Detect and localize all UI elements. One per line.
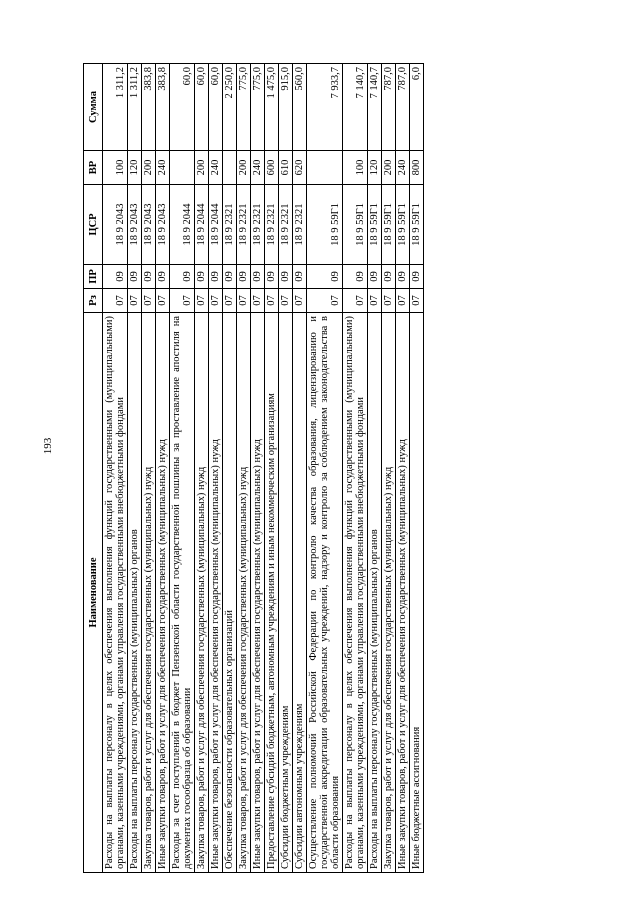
cell-vr: 620 — [293, 151, 307, 185]
cell-sum: 775,0 — [237, 64, 251, 151]
cell-sum: 383,8 — [156, 64, 170, 151]
table-header-row — [84, 64, 103, 873]
cell-rz: 07 — [195, 289, 209, 313]
cell-pr: 09 — [128, 265, 142, 289]
cell-rz: 07 — [293, 289, 307, 313]
cell-name: Осуществление полномочий Российской Федерации по контролю качества образования, лицензированию и государственной аккредитации образовательных учреждений, надзору и контролю за соблюдением законодательства в области образования — [307, 313, 343, 873]
cell-pr: 09 — [410, 265, 424, 289]
cell-name: Расходы на выплаты персоналу в целях обеспечения выполнения функций государственными (муниципальными) органами, казенными учреждениями, органами управления государственными внебюджетными фондами — [103, 313, 128, 873]
cell-csr: 18 9 2321 — [265, 185, 279, 265]
cell-rz: 07 — [103, 289, 128, 313]
cell-vr: 200 — [195, 151, 209, 185]
cell-pr: 09 — [170, 265, 195, 289]
cell-name: Иные закупки товаров, работ и услуг для обеспечения государственных (муниципальных) нужд — [396, 313, 410, 873]
cell-name: Иные бюджетные ассигнования — [410, 313, 424, 873]
cell-vr: 120 — [128, 151, 142, 185]
table-row — [251, 64, 265, 873]
cell-rz: 07 — [279, 289, 293, 313]
cell-vr: 200 — [237, 151, 251, 185]
cell-pr: 09 — [368, 265, 382, 289]
cell-sum: 915,0 — [279, 64, 293, 151]
cell-csr: 18 9 59Г1 — [343, 185, 368, 265]
header-pr: ПР — [84, 265, 103, 289]
cell-vr: 240 — [396, 151, 410, 185]
cell-csr: 18 9 2044 — [195, 185, 209, 265]
cell-name: Расходы на выплаты персоналу государственных (муниципальных) органов — [368, 313, 382, 873]
cell-sum: 787,0 — [396, 64, 410, 151]
cell-csr: 18 9 2321 — [251, 185, 265, 265]
cell-csr: 18 9 59Г1 — [410, 185, 424, 265]
cell-name: Расходы за счет поступлений в бюджет Пензенской области государственной пошлины за проставление апостиля на документах госообразца об образовании — [170, 313, 195, 873]
cell-sum: 787,0 — [382, 64, 396, 151]
cell-sum: 383,8 — [142, 64, 156, 151]
cell-sum: 60,0 — [170, 64, 195, 151]
cell-vr: 100 — [343, 151, 368, 185]
cell-csr: 18 9 2321 — [293, 185, 307, 265]
table-row — [195, 64, 209, 873]
cell-sum: 60,0 — [195, 64, 209, 151]
table-row — [382, 64, 396, 873]
cell-name: Обеспечение безопасности образовательных организаций — [223, 313, 237, 873]
table-row — [103, 64, 128, 873]
cell-rz: 07 — [307, 289, 343, 313]
cell-sum: 60,0 — [209, 64, 223, 151]
cell-csr: 18 9 2043 — [142, 185, 156, 265]
cell-vr — [307, 151, 343, 185]
cell-name: Расходы на выплаты персоналу государственных (муниципальных) органов — [128, 313, 142, 873]
cell-csr: 18 9 2044 — [209, 185, 223, 265]
cell-name: Предоставление субсидий бюджетным, автономным учреждениям и иным некоммерческим организациям — [265, 313, 279, 873]
table-row — [156, 64, 170, 873]
cell-pr: 09 — [209, 265, 223, 289]
cell-csr: 18 9 59Г1 — [396, 185, 410, 265]
table-row — [128, 64, 142, 873]
cell-pr: 09 — [237, 265, 251, 289]
cell-sum: 1 475,0 — [265, 64, 279, 151]
cell-vr: 600 — [265, 151, 279, 185]
cell-rz: 07 — [382, 289, 396, 313]
cell-sum: 1 311,2 — [128, 64, 142, 151]
cell-pr: 09 — [382, 265, 396, 289]
cell-name: Иные закупки товаров, работ и услуг для обеспечения государственных (муниципальных) нужд — [251, 313, 265, 873]
cell-sum: 7 140,7 — [343, 64, 368, 151]
table-row — [265, 64, 279, 873]
table-row — [396, 64, 410, 873]
table-row — [410, 64, 424, 873]
cell-pr: 09 — [195, 265, 209, 289]
table-row — [293, 64, 307, 873]
cell-vr: 240 — [156, 151, 170, 185]
cell-rz: 07 — [343, 289, 368, 313]
cell-pr: 09 — [156, 265, 170, 289]
cell-csr: 18 9 2321 — [223, 185, 237, 265]
cell-sum: 6,0 — [410, 64, 424, 151]
cell-rz: 07 — [142, 289, 156, 313]
budget-table — [83, 63, 424, 873]
header-rz: Рз — [84, 289, 103, 313]
header-name: Наименование — [84, 313, 103, 873]
cell-rz: 07 — [265, 289, 279, 313]
cell-vr: 120 — [368, 151, 382, 185]
cell-sum: 1 311,2 — [103, 64, 128, 151]
cell-pr: 09 — [396, 265, 410, 289]
cell-rz: 07 — [251, 289, 265, 313]
cell-vr — [170, 151, 195, 185]
cell-rz: 07 — [410, 289, 424, 313]
cell-pr: 09 — [293, 265, 307, 289]
cell-rz: 07 — [237, 289, 251, 313]
cell-rz: 07 — [128, 289, 142, 313]
cell-csr: 18 9 59Г1 — [368, 185, 382, 265]
cell-rz: 07 — [170, 289, 195, 313]
header-vr: ВР — [84, 151, 103, 185]
cell-name: Расходы на выплаты персоналу в целях обеспечения выполнения функций государственными (муниципальными) органами, казенными учреждениями, органами управления государственными внебюджетными фондами — [343, 313, 368, 873]
cell-vr: 800 — [410, 151, 424, 185]
table-row — [142, 64, 156, 873]
table-row — [237, 64, 251, 873]
cell-name: Субсидии бюджетным учреждениям — [279, 313, 293, 873]
page-number: 193 — [42, 437, 54, 455]
table-row — [368, 64, 382, 873]
cell-name: Закупка товаров, работ и услуг для обеспечения государственных (муниципальных) нужд — [195, 313, 209, 873]
cell-csr: 18 9 59Г1 — [382, 185, 396, 265]
cell-pr: 09 — [307, 265, 343, 289]
table-row — [209, 64, 223, 873]
cell-pr: 09 — [223, 265, 237, 289]
table-row — [279, 64, 293, 873]
header-csr: ЦСР — [84, 185, 103, 265]
cell-csr: 18 9 2044 — [170, 185, 195, 265]
cell-sum: 7 140,7 — [368, 64, 382, 151]
cell-rz: 07 — [209, 289, 223, 313]
cell-rz: 07 — [396, 289, 410, 313]
cell-pr: 09 — [279, 265, 293, 289]
cell-csr: 18 9 2043 — [103, 185, 128, 265]
budget-table-container — [83, 64, 605, 873]
cell-vr: 240 — [251, 151, 265, 185]
cell-vr: 200 — [142, 151, 156, 185]
cell-name: Закупка товаров, работ и услуг для обеспечения государственных (муниципальных) нужд — [237, 313, 251, 873]
header-sum: Сумма — [84, 64, 103, 151]
cell-csr: 18 9 2321 — [279, 185, 293, 265]
cell-vr: 100 — [103, 151, 128, 185]
cell-csr: 18 9 59Г1 — [307, 185, 343, 265]
cell-sum: 775,0 — [251, 64, 265, 151]
cell-name: Иные закупки товаров, работ и услуг для обеспечения государственных (муниципальных) нужд — [209, 313, 223, 873]
table-row — [170, 64, 195, 873]
cell-pr: 09 — [265, 265, 279, 289]
cell-name: Закупка товаров, работ и услуг для обеспечения государственных (муниципальных) нужд — [382, 313, 396, 873]
cell-vr: 240 — [209, 151, 223, 185]
table-row — [223, 64, 237, 873]
table-row — [307, 64, 343, 873]
cell-pr: 09 — [343, 265, 368, 289]
cell-vr: 200 — [382, 151, 396, 185]
cell-vr — [223, 151, 237, 185]
cell-name: Субсидии автономным учреждениям — [293, 313, 307, 873]
cell-csr: 18 9 2043 — [128, 185, 142, 265]
cell-rz: 07 — [156, 289, 170, 313]
cell-pr: 09 — [103, 265, 128, 289]
cell-sum: 7 933,7 — [307, 64, 343, 151]
cell-name: Иные закупки товаров, работ и услуг для обеспечения государственных (муниципальных) нужд — [156, 313, 170, 873]
table-row — [343, 64, 368, 873]
cell-sum: 560,0 — [293, 64, 307, 151]
cell-sum: 2 250,0 — [223, 64, 237, 151]
cell-rz: 07 — [368, 289, 382, 313]
cell-name: Закупка товаров, работ и услуг для обеспечения государственных (муниципальных) нужд — [142, 313, 156, 873]
cell-pr: 09 — [251, 265, 265, 289]
cell-rz: 07 — [223, 289, 237, 313]
cell-csr: 18 9 2321 — [237, 185, 251, 265]
cell-pr: 09 — [142, 265, 156, 289]
cell-csr: 18 9 2043 — [156, 185, 170, 265]
cell-vr: 610 — [279, 151, 293, 185]
